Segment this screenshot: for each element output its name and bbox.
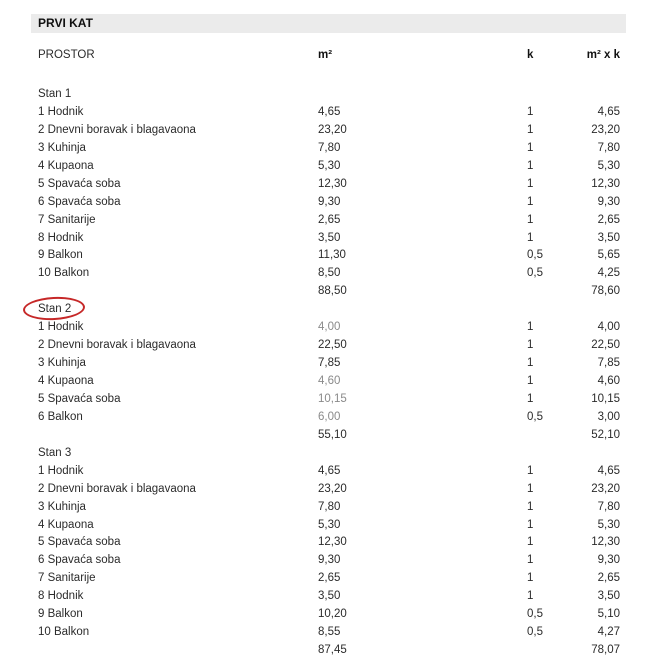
- table-row: [0, 336, 653, 354]
- room-name: 9 Balkon: [38, 608, 83, 621]
- section-heading: [0, 444, 653, 462]
- table-header: [0, 49, 653, 67]
- room-coefficient: 0,5: [527, 626, 543, 639]
- table-row: [0, 462, 653, 480]
- room-coefficient: 1: [527, 159, 534, 172]
- header-area: m²: [318, 49, 333, 61]
- section-name: Stan 3: [38, 446, 72, 459]
- room-area: 9,30: [318, 554, 341, 567]
- page-title: PRVI KAT: [38, 16, 93, 30]
- room-name: 6 Spavaća soba: [38, 195, 121, 208]
- room-name: 8 Hodnik: [38, 231, 84, 244]
- table-row: [0, 569, 653, 587]
- room-coefficient: 1: [527, 536, 534, 549]
- room-weighted-area: 9,30: [597, 195, 620, 208]
- room-weighted-area: 5,30: [597, 159, 620, 172]
- room-name: 7 Sanitarije: [38, 213, 96, 226]
- table-row: [0, 516, 653, 534]
- total-area: 87,45: [318, 644, 347, 657]
- total-weighted-area: 52,10: [591, 428, 620, 441]
- room-weighted-area: 4,65: [597, 464, 620, 477]
- room-name: 1 Hodnik: [38, 464, 84, 477]
- room-weighted-area: 7,80: [597, 141, 620, 154]
- room-coefficient: 0,5: [527, 410, 543, 423]
- room-name: 1 Hodnik: [38, 321, 84, 334]
- room-name: 2 Dnevni boravak i blagavaona: [38, 339, 196, 352]
- room-name: 7 Sanitarije: [38, 572, 96, 585]
- table-row: [0, 533, 653, 551]
- room-weighted-area: 7,80: [597, 500, 620, 513]
- table-row: [0, 264, 653, 282]
- room-coefficient: 1: [527, 105, 534, 118]
- room-area: 12,30: [318, 536, 347, 549]
- room-weighted-area: 3,50: [597, 590, 620, 603]
- room-area: 5,30: [318, 518, 341, 531]
- room-coefficient: 1: [527, 195, 534, 208]
- room-coefficient: 1: [527, 123, 534, 136]
- table-row: [0, 372, 653, 390]
- room-coefficient: 1: [527, 213, 534, 226]
- room-coefficient: 1: [527, 500, 534, 513]
- room-coefficient: 0,5: [527, 249, 543, 262]
- room-weighted-area: 12,30: [591, 177, 620, 190]
- room-coefficient: 1: [527, 231, 534, 244]
- room-coefficient: 0,5: [527, 608, 543, 621]
- room-area: 4,65: [318, 464, 341, 477]
- room-weighted-area: 5,10: [597, 608, 620, 621]
- table-row: [0, 121, 653, 139]
- room-name: 5 Spavaća soba: [38, 177, 121, 190]
- table-row: [0, 246, 653, 264]
- table-row: [0, 354, 653, 372]
- table-row: [0, 587, 653, 605]
- table-body: [0, 85, 653, 659]
- room-weighted-area: 5,30: [597, 518, 620, 531]
- room-area: 5,30: [318, 159, 341, 172]
- room-name: 10 Balkon: [38, 626, 90, 639]
- room-area: 3,50: [318, 590, 341, 603]
- room-name: 1 Hodnik: [38, 105, 84, 118]
- room-weighted-area: 3,00: [597, 410, 620, 423]
- room-weighted-area: 4,00: [597, 321, 620, 334]
- room-area: 7,80: [318, 141, 341, 154]
- table-row: [0, 408, 653, 426]
- table-row: [0, 103, 653, 121]
- table-row: [0, 480, 653, 498]
- room-name: 9 Balkon: [38, 249, 83, 262]
- room-weighted-area: 7,85: [597, 357, 620, 370]
- section-total: [0, 641, 653, 659]
- room-coefficient: 1: [527, 590, 534, 603]
- total-weighted-area: 78,07: [591, 644, 620, 657]
- section-heading: [0, 300, 653, 318]
- table-row: [0, 605, 653, 623]
- room-name: 3 Kuhinja: [38, 500, 86, 513]
- room-weighted-area: 10,15: [591, 392, 620, 405]
- room-name: 4 Kupaona: [38, 375, 94, 387]
- room-area: 3,50: [318, 231, 341, 244]
- room-weighted-area: 5,65: [597, 249, 620, 262]
- table-row: [0, 551, 653, 569]
- section-name: Stan 2: [38, 303, 72, 316]
- room-name: 3 Kuhinja: [38, 141, 86, 154]
- room-name: 5 Spavaća soba: [38, 392, 121, 405]
- room-area: 11,30: [318, 249, 346, 262]
- room-area: 10,20: [318, 608, 347, 621]
- room-area: 4,65: [318, 105, 341, 118]
- section-name: Stan 1: [38, 88, 72, 100]
- table-row: [0, 157, 653, 175]
- room-area: 23,20: [318, 482, 347, 495]
- room-weighted-area: 4,27: [597, 626, 620, 639]
- total-weighted-area: 78,60: [591, 285, 620, 298]
- room-area: 2,65: [318, 213, 341, 226]
- table-row: [0, 175, 653, 193]
- room-area: 4,00: [318, 321, 341, 334]
- room-weighted-area: 22,50: [591, 339, 620, 352]
- room-coefficient: 1: [527, 321, 534, 334]
- room-area: 8,50: [318, 267, 341, 280]
- table-row: [0, 193, 653, 211]
- room-name: 6 Balkon: [38, 410, 83, 423]
- room-coefficient: 1: [527, 339, 534, 352]
- room-name: 6 Spavaća soba: [38, 554, 121, 567]
- room-coefficient: 1: [527, 357, 534, 370]
- table-row: [0, 229, 653, 247]
- room-weighted-area: 2,65: [597, 572, 620, 585]
- header-result: m² x k: [586, 49, 620, 61]
- header-k: k: [527, 49, 534, 61]
- table-row: [0, 623, 653, 641]
- room-name: 10 Balkon: [38, 267, 90, 280]
- section-total: [0, 426, 653, 444]
- room-area: 6,00: [318, 410, 341, 423]
- room-name: 5 Spavaća soba: [38, 536, 121, 549]
- room-area: 10,15: [318, 392, 347, 405]
- room-area: 8,55: [318, 626, 341, 639]
- room-area: 2,65: [318, 572, 341, 585]
- section-heading: [0, 85, 653, 103]
- room-weighted-area: 9,30: [597, 554, 620, 567]
- room-name: 4 Kupaona: [38, 518, 94, 531]
- room-name: 2 Dnevni boravak i blagavaona: [38, 123, 196, 136]
- section-total: [0, 282, 653, 300]
- room-weighted-area: 23,20: [591, 123, 620, 136]
- room-weighted-area: 3,50: [597, 231, 620, 244]
- room-weighted-area: 12,30: [591, 536, 620, 549]
- total-area: 55,10: [318, 428, 347, 441]
- room-name: 4 Kupaona: [38, 159, 94, 172]
- room-weighted-area: 23,20: [591, 482, 620, 495]
- room-area: 7,85: [318, 357, 341, 370]
- room-area: 7,80: [318, 500, 341, 513]
- room-coefficient: 1: [527, 482, 534, 495]
- total-area: 88,50: [318, 285, 347, 298]
- room-name: 3 Kuhinja: [38, 357, 86, 370]
- room-name: 8 Hodnik: [38, 590, 84, 603]
- table-row: [0, 139, 653, 157]
- room-coefficient: 1: [527, 392, 534, 405]
- room-weighted-area: 4,60: [597, 375, 620, 387]
- table-row: [0, 211, 653, 229]
- title-bar: [31, 14, 626, 33]
- room-coefficient: 0,5: [527, 267, 543, 280]
- room-coefficient: 1: [527, 464, 534, 477]
- room-coefficient: 1: [527, 375, 534, 387]
- table-row: [0, 498, 653, 516]
- room-name: 2 Dnevni boravak i blagavaona: [38, 482, 196, 495]
- header-prostor: PROSTOR: [38, 49, 95, 61]
- room-area: 9,30: [318, 195, 341, 208]
- room-coefficient: 1: [527, 554, 534, 567]
- room-area: 23,20: [318, 123, 347, 136]
- room-area: 4,60: [318, 375, 341, 387]
- room-area: 22,50: [318, 339, 347, 352]
- room-area: 12,30: [318, 177, 347, 190]
- room-coefficient: 1: [527, 177, 534, 190]
- room-weighted-area: 4,25: [597, 267, 620, 280]
- room-weighted-area: 2,65: [597, 213, 620, 226]
- room-coefficient: 1: [527, 518, 534, 531]
- room-coefficient: 1: [527, 141, 534, 154]
- table-row: [0, 390, 653, 408]
- room-weighted-area: 4,65: [597, 105, 620, 118]
- room-coefficient: 1: [527, 572, 534, 585]
- table-row: [0, 318, 653, 336]
